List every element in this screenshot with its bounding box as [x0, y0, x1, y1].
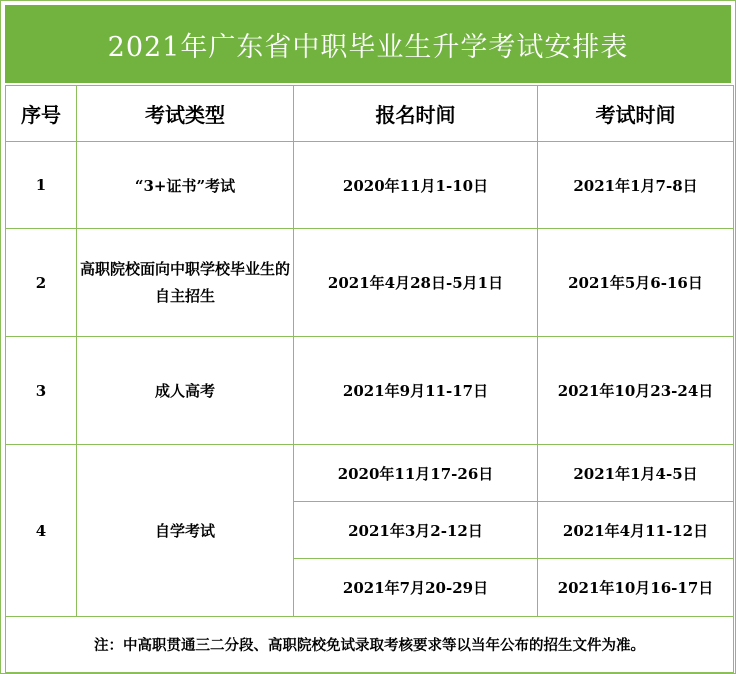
exam-date: 2021年1月7-8日: [538, 142, 734, 229]
row-number: 4: [6, 445, 77, 617]
footnote: 注：中高职贯通三二分段、高职院校免试录取考核要求等以当年公布的招生文件为准。: [6, 617, 734, 673]
table-row: [6, 337, 734, 445]
header-no: 序号: [6, 86, 77, 142]
exam-date: 2021年5月6-16日: [538, 229, 734, 337]
registration-date: 2021年3月2-12日: [294, 502, 538, 559]
table-row: [6, 229, 734, 337]
registration-date: 2021年9月11-17日: [294, 337, 538, 445]
table-title: 2021年广东省中职毕业生升学考试安排表: [107, 31, 629, 63]
header-registration: 报名时间: [294, 86, 538, 142]
registration-date: 2020年11月17-26日: [294, 445, 538, 502]
exam-type: 高职院校面向中职学校毕业生的自主招生: [77, 229, 294, 337]
registration-date: 2021年4月28日-5月1日: [294, 229, 538, 337]
row-number: 3: [6, 337, 77, 445]
exam-date: 2021年10月16-17日: [538, 559, 734, 617]
exam-type: 成人高考: [77, 337, 294, 445]
header-type: 考试类型: [77, 86, 294, 142]
exam-date: 2021年1月4-5日: [538, 445, 734, 502]
header-row: [6, 86, 734, 142]
table-row: [6, 142, 734, 229]
header-exam: 考试时间: [538, 86, 734, 142]
exam-type: 自学考试: [77, 445, 294, 617]
row-number: 1: [6, 142, 77, 229]
note-row: [6, 617, 734, 673]
exam-type: “3+证书”考试: [77, 142, 294, 229]
row-number: 2: [6, 229, 77, 337]
table-row: [6, 445, 734, 502]
registration-date: 2021年7月20-29日: [294, 559, 538, 617]
schedule-table: [5, 85, 734, 673]
registration-date: 2020年11月1-10日: [294, 142, 538, 229]
exam-date: 2021年10月23-24日: [538, 337, 734, 445]
exam-date: 2021年4月11-12日: [538, 502, 734, 559]
title-bar: [5, 5, 731, 83]
